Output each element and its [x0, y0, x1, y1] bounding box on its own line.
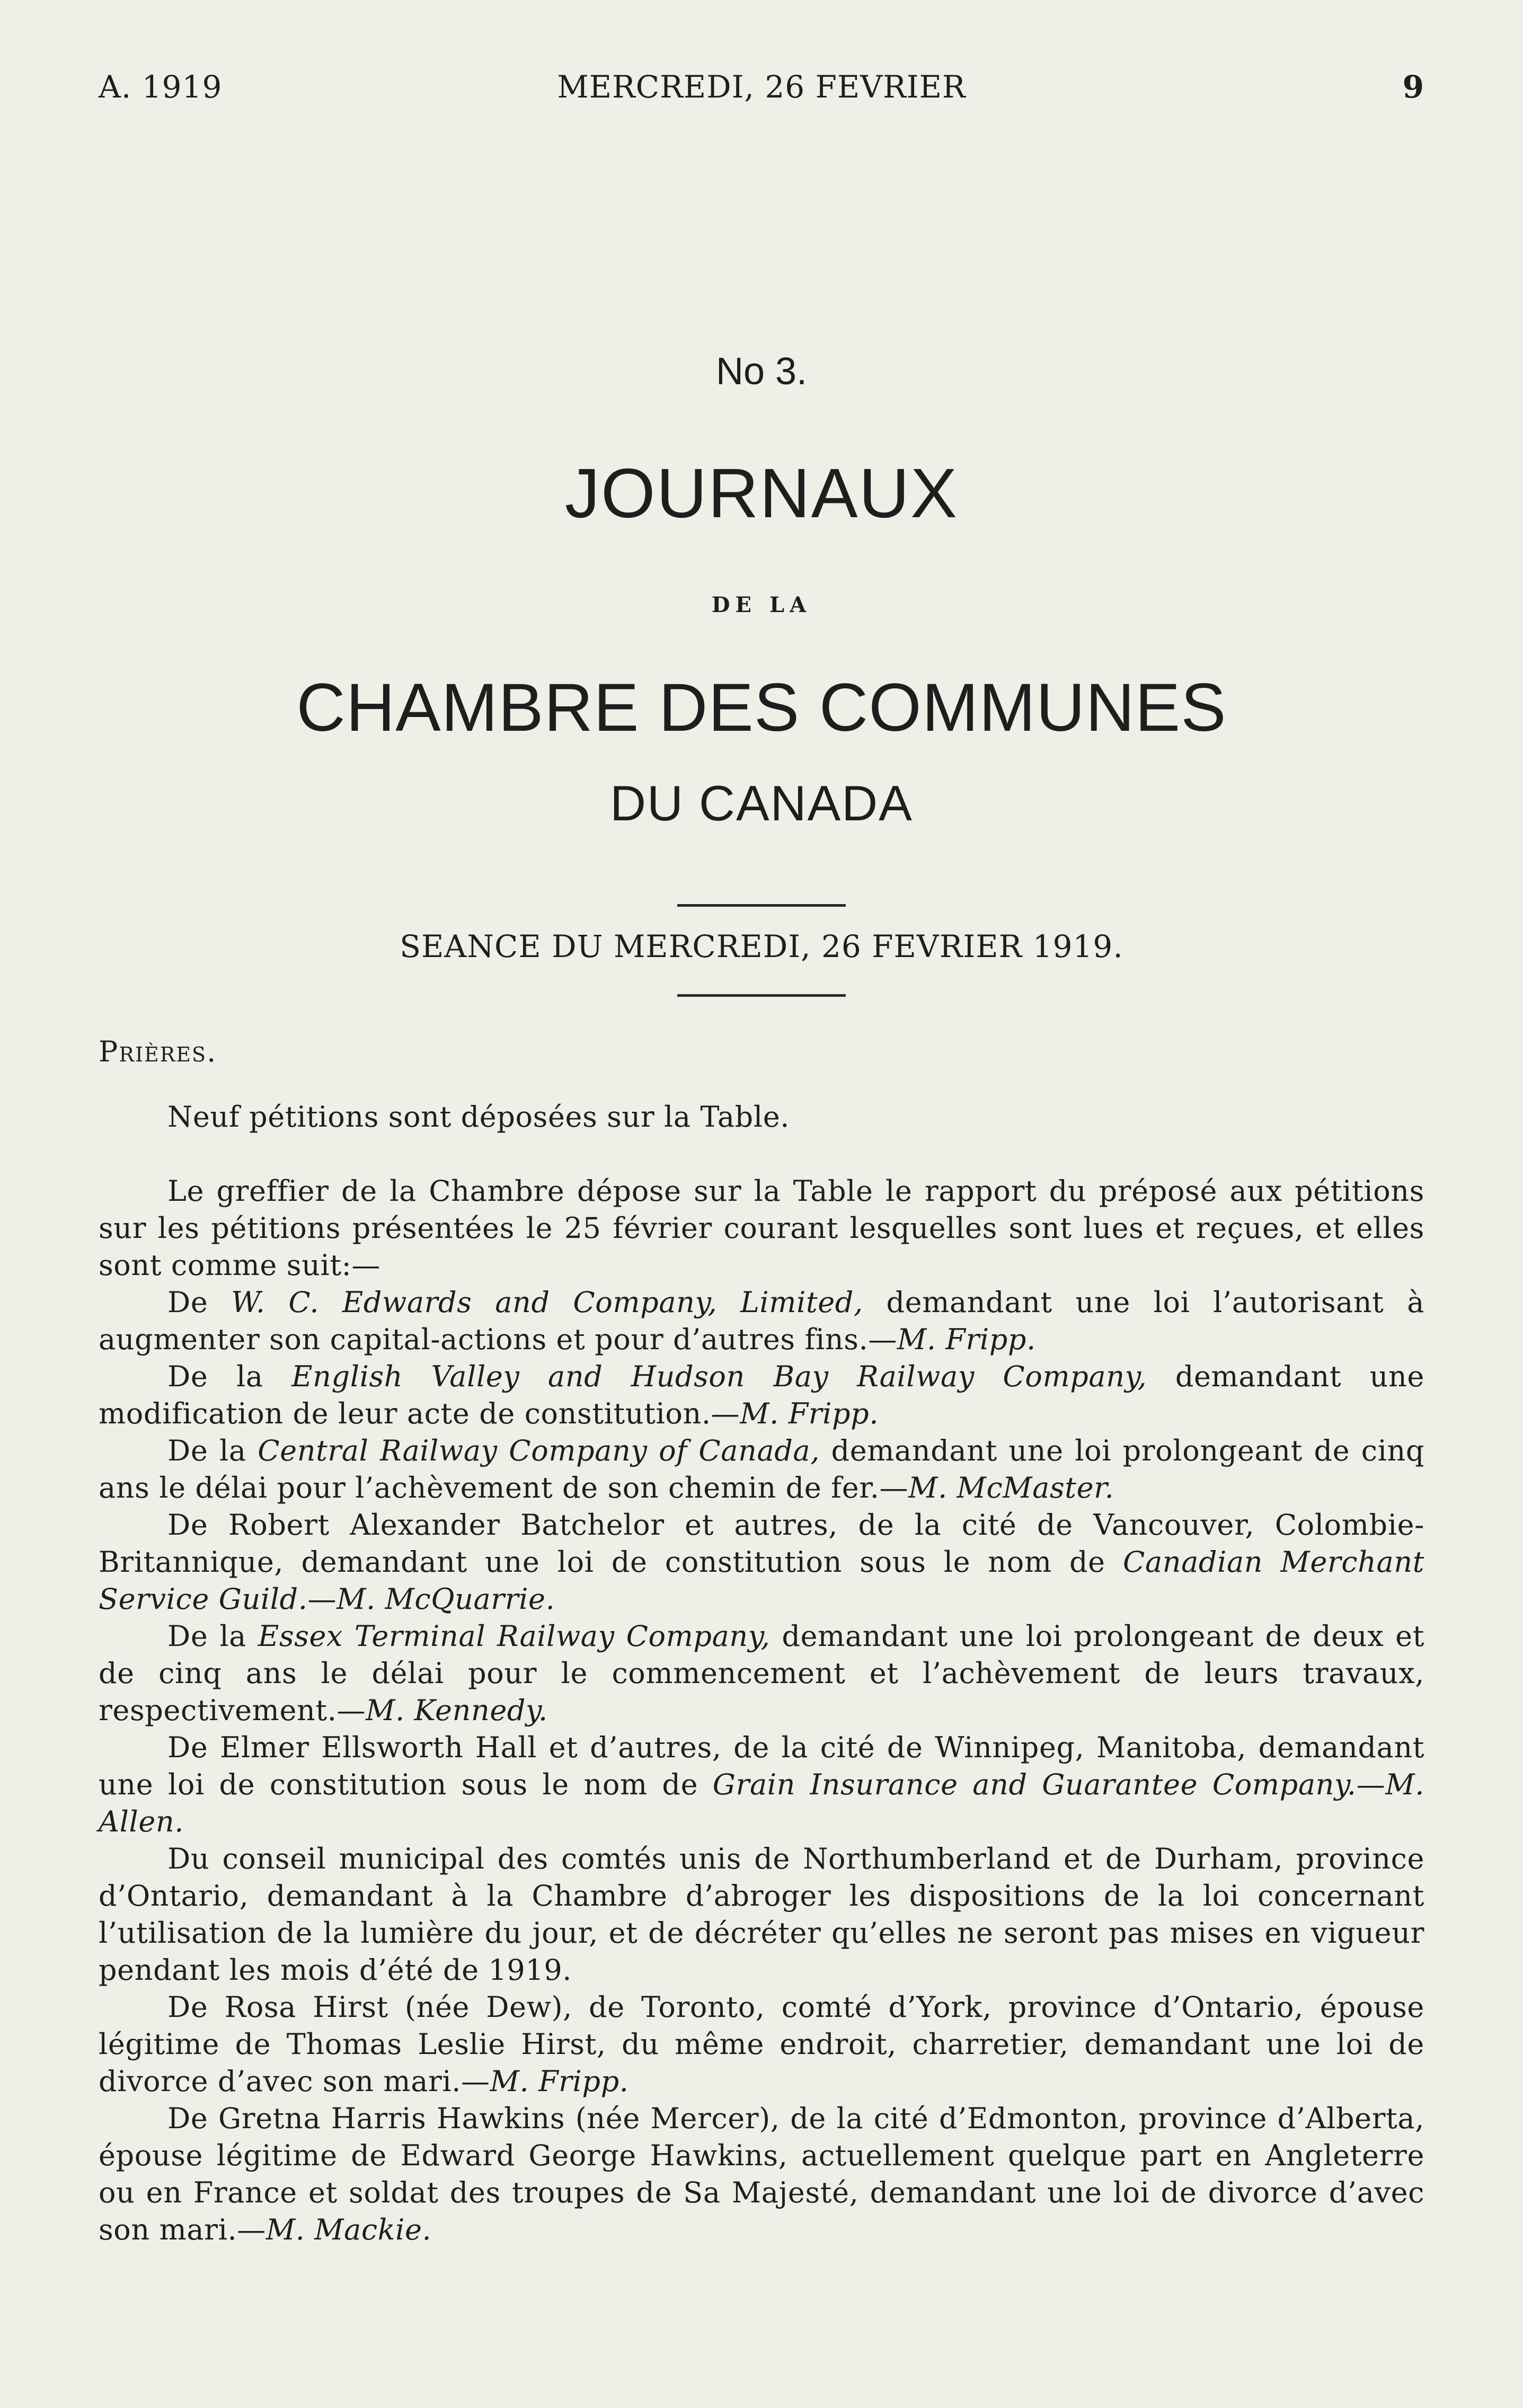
petitions-tabled: Neuf pétitions sont déposées sur la Table.	[167, 1100, 790, 1134]
petition-item	[99, 1284, 1424, 1358]
petition-member: M. Fripp.	[740, 1397, 879, 1430]
petition-text: De la	[167, 1360, 292, 1393]
petitions-section	[99, 1173, 1424, 2248]
petition-item	[99, 1729, 1424, 1840]
petition-member: M. Fripp.	[897, 1323, 1036, 1356]
petition-text: De la	[167, 1434, 258, 1467]
petition-text-end: demandant une loi l’autorisant à augmenter son capital-actions et pour d’autres fins.—	[99, 1286, 1425, 1356]
petition-text: De Robert Alexander Batchelor et autres, de la cité de Vancouver, Colombie-Britannique, demandant une loi de constitution sous le nom de	[99, 1508, 1424, 1579]
header-date: MERCREDI, 26 FEVRIER	[557, 69, 966, 105]
petition-list	[99, 1284, 1424, 2248]
prayers-heading: Prières.	[99, 1035, 217, 1068]
petition-text: De	[167, 1286, 232, 1319]
petition-company: English Valley and Hudson Bay Railway Company,	[291, 1360, 1147, 1393]
petition-text: Du conseil municipal des comtés unis de Northumberland et de Durham, province d’Ontario, demandant à la Chambre d’abroger les dispositions de la loi concernant l’utilisation de la lumière du jour, et de décréter qu’elles ne seront pas mises en vigueur pendant les mois d’été de 1919.	[99, 1842, 1424, 1987]
petition-item	[99, 1507, 1424, 1618]
petition-text-end: demandant une modification de leur acte de constitution.—	[99, 1360, 1424, 1430]
petition-item	[99, 1432, 1424, 1507]
header-year: A. 1919	[99, 69, 223, 105]
divider-top	[677, 904, 846, 907]
petition-item	[99, 1989, 1424, 2100]
petition-member: M. Mackie.	[265, 2213, 432, 2246]
divider-bottom	[677, 994, 846, 997]
page-header	[0, 69, 1523, 111]
petition-text-end: demandant une loi prolongeant de cinq ans le délai pour l’achèvement de son chemin de fer.—	[99, 1434, 1424, 1504]
intro-paragraph: Le greffier de la Chambre dépose sur la Table le rapport du préposé aux pétitions sur les pétitions présentées le 25 février courant lesquelles sont lues et reçues, et elles sont comme suit:—	[99, 1174, 1424, 1282]
journal-title: JOURNAUX	[564, 454, 959, 532]
petition-text: De la	[167, 1619, 258, 1653]
petition-company: Central Railway Company of Canada,	[258, 1434, 820, 1467]
petition-item	[99, 1618, 1424, 1729]
petition-member: M. Fripp.	[490, 2065, 629, 2098]
page-number: 9	[1402, 69, 1424, 105]
petition-company: W. C. Edwards and Company, Limited,	[231, 1286, 863, 1319]
petition-item	[99, 1358, 1424, 1432]
chamber-title: CHAMBRE DES COMMUNES	[296, 670, 1227, 746]
petition-member: M. McQuarrie.	[337, 1582, 555, 1616]
petition-text-end: —	[307, 1582, 337, 1616]
petition-member: M. McMaster.	[908, 1471, 1114, 1504]
title-de-la: DE LA	[711, 592, 812, 617]
petition-company: Essex Terminal Railway Company,	[258, 1619, 771, 1653]
petition-company: Canadian Merchant Service Guild.	[99, 1545, 1424, 1616]
petition-text-end: —	[1356, 1768, 1386, 1801]
petition-member: M. Kennedy.	[366, 1694, 548, 1727]
petition-item	[99, 1840, 1424, 1989]
session-heading: SEANCE DU MERCREDI, 26 FEVRIER 1919.	[400, 928, 1123, 964]
petition-text-end: demandant une loi prolongeant de deux et de cinq ans le délai pour le commencement et l’achèvement de leurs travaux, respectivement.—	[99, 1619, 1424, 1727]
journal-number: No 3.	[715, 350, 808, 393]
petition-company: Grain Insurance and Guarantee Company.	[712, 1768, 1357, 1801]
petition-member: M. Allen.	[99, 1768, 1424, 1838]
petition-text: De Gretna Harris Hawkins (née Mercer), de la cité d’Edmonton, province d’Alberta, épouse légitime de Edward George Hawkins, actuellement quelque part en Angleterre ou en France et soldat des troupes de Sa Majesté, demandant une loi de divorce d’avec son mari.—	[99, 2102, 1424, 2246]
petition-text: De Rosa Hirst (née Dew), de Toronto, comté d’York, province d’Ontario, épouse légitime de Thomas Leslie Hirst, du même endroit, charretier, demandant une loi de divorce d’avec son mari.—	[99, 1990, 1424, 2098]
petition-text: De Elmer Ellsworth Hall et d’autres, de la cité de Winnipeg, Manitoba, demandant une loi de constitution sous le nom de	[99, 1731, 1424, 1801]
petition-item	[99, 2100, 1424, 2248]
country-title: DU CANADA	[610, 775, 913, 831]
